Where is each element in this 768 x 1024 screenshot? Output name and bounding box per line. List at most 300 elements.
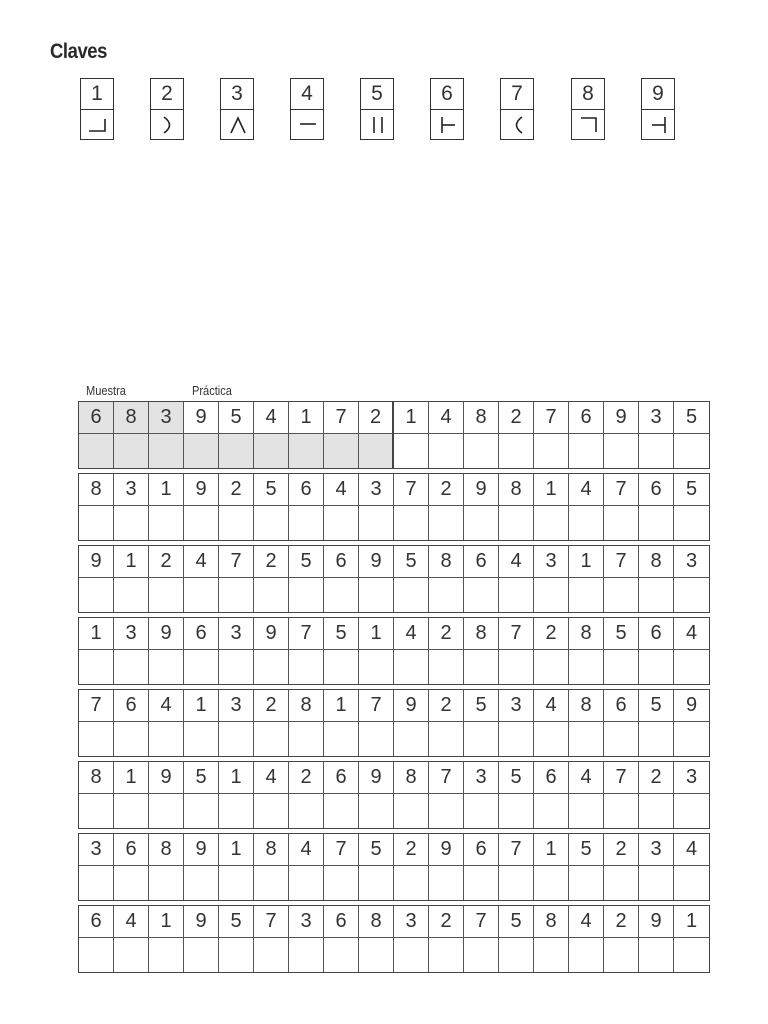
tee-right-icon [431, 110, 465, 140]
answer-cell[interactable] [604, 506, 639, 540]
answer-cell[interactable] [149, 722, 184, 756]
answer-cell[interactable] [79, 722, 114, 756]
answer-cell[interactable] [464, 866, 499, 900]
digit-cell: 2 [604, 906, 639, 938]
answer-cell[interactable] [114, 434, 149, 468]
answer-cell[interactable] [149, 578, 184, 612]
digit-cell: 3 [114, 618, 149, 650]
answer-cell[interactable] [569, 794, 604, 828]
answer-cell[interactable] [254, 506, 289, 540]
digit-cell: 7 [534, 402, 569, 434]
digit-cell: 5 [394, 546, 429, 578]
answer-cell[interactable] [289, 866, 324, 900]
answer-cell[interactable] [289, 722, 324, 756]
answer-cell[interactable] [569, 938, 604, 972]
answer-cell[interactable] [394, 722, 429, 756]
digit-cell: 9 [184, 834, 219, 866]
answer-cell[interactable] [219, 650, 254, 684]
digit-cell: 6 [324, 546, 359, 578]
answer-cell[interactable] [254, 578, 289, 612]
answer-cell[interactable] [114, 866, 149, 900]
digit-cell: 7 [359, 690, 394, 722]
answer-cell[interactable] [114, 794, 149, 828]
answer-cell[interactable] [394, 794, 429, 828]
digit-cell: 4 [254, 762, 289, 794]
digit-cell: 6 [569, 402, 604, 434]
digit-cell: 6 [464, 546, 499, 578]
digit-cell: 5 [639, 690, 674, 722]
digit-cell: 6 [289, 474, 324, 506]
digit-cell: 8 [464, 618, 499, 650]
digit-cell: 9 [184, 402, 219, 434]
digit-cell: 3 [219, 690, 254, 722]
answer-cell[interactable] [324, 938, 359, 972]
digit-cell: 3 [674, 762, 709, 794]
answer-cell[interactable] [219, 722, 254, 756]
answer-cell[interactable] [219, 434, 254, 468]
answer-cell[interactable] [604, 794, 639, 828]
key-digit: 2 [151, 79, 183, 110]
key-item-9 [641, 78, 675, 140]
answer-cell[interactable] [674, 794, 709, 828]
digit-cell: 9 [674, 690, 709, 722]
answer-cell[interactable] [569, 866, 604, 900]
digit-cell: 6 [324, 762, 359, 794]
answer-cell[interactable] [464, 722, 499, 756]
answer-cell[interactable] [254, 866, 289, 900]
grid-row [78, 833, 710, 901]
answer-cell[interactable] [394, 938, 429, 972]
digit-cell: 8 [79, 474, 114, 506]
digit-cell: 3 [464, 762, 499, 794]
answer-cell[interactable] [499, 938, 534, 972]
answer-cell[interactable] [534, 434, 569, 468]
grid-row [78, 401, 710, 469]
digit-cell: 4 [289, 834, 324, 866]
left-paren-icon [501, 110, 535, 140]
answer-cell[interactable] [219, 866, 254, 900]
answer-cell[interactable] [394, 506, 429, 540]
digit-cell: 2 [429, 618, 464, 650]
answer-cell[interactable] [359, 722, 394, 756]
answer-cell[interactable] [114, 506, 149, 540]
answer-cell[interactable] [324, 866, 359, 900]
digit-cell: 1 [219, 762, 254, 794]
grid-row [78, 617, 710, 685]
digit-cell: 3 [149, 402, 184, 434]
digit-cell: 9 [359, 546, 394, 578]
digit-cell: 5 [324, 618, 359, 650]
caret-up-icon [221, 110, 255, 140]
digit-cell: 8 [534, 906, 569, 938]
digit-cell: 4 [674, 618, 709, 650]
key-digit: 3 [221, 79, 253, 110]
digit-cell: 4 [569, 474, 604, 506]
answer-cell[interactable] [289, 794, 324, 828]
answer-cell[interactable] [394, 578, 429, 612]
digit-cell: 6 [639, 618, 674, 650]
digit-cell: 2 [219, 474, 254, 506]
answer-cell[interactable] [79, 506, 114, 540]
key-digit: 9 [642, 79, 674, 110]
answer-cell[interactable] [464, 794, 499, 828]
answer-cell[interactable] [324, 434, 359, 468]
digit-cell: 8 [114, 402, 149, 434]
answer-cell[interactable] [639, 434, 674, 468]
sample-label: Muestra [86, 383, 126, 398]
digit-cell: 7 [289, 618, 324, 650]
digit-cell: 9 [149, 762, 184, 794]
digit-cell: 2 [639, 762, 674, 794]
page-title: Claves [50, 40, 107, 63]
digit-cell: 7 [324, 834, 359, 866]
answer-cell[interactable] [184, 794, 219, 828]
answer-cell[interactable] [359, 434, 394, 468]
answer-cell[interactable] [114, 650, 149, 684]
digit-cell: 9 [184, 474, 219, 506]
digit-cell: 5 [289, 546, 324, 578]
key-item-5 [360, 78, 394, 140]
key-item-2 [150, 78, 184, 140]
answer-cell[interactable] [499, 434, 534, 468]
digit-cell: 6 [114, 690, 149, 722]
answer-cell[interactable] [114, 722, 149, 756]
digit-cell: 5 [184, 762, 219, 794]
answer-cell[interactable] [79, 434, 114, 468]
digit-cell: 6 [534, 762, 569, 794]
answer-cell[interactable] [219, 506, 254, 540]
digit-cell: 6 [114, 834, 149, 866]
answer-cell[interactable] [429, 794, 464, 828]
answer-cell[interactable] [534, 722, 569, 756]
digit-cell: 6 [604, 690, 639, 722]
key-legend [0, 78, 768, 142]
key-digit: 7 [501, 79, 533, 110]
digit-cell: 9 [429, 834, 464, 866]
answer-cell[interactable] [429, 722, 464, 756]
answer-cell[interactable] [639, 578, 674, 612]
digit-cell: 8 [569, 690, 604, 722]
digit-cell: 9 [604, 402, 639, 434]
answer-cell[interactable] [499, 794, 534, 828]
answer-cell[interactable] [569, 722, 604, 756]
digit-cell: 5 [254, 474, 289, 506]
digit-cell: 5 [674, 474, 709, 506]
answer-cell[interactable] [219, 794, 254, 828]
digit-cell: 9 [184, 906, 219, 938]
answer-cell[interactable] [499, 650, 534, 684]
answer-cell[interactable] [674, 650, 709, 684]
answer-cell[interactable] [254, 938, 289, 972]
answer-cell[interactable] [359, 938, 394, 972]
digit-cell: 2 [149, 546, 184, 578]
answer-cell[interactable] [149, 794, 184, 828]
answer-cell[interactable] [184, 506, 219, 540]
digit-cell: 4 [184, 546, 219, 578]
answer-cell[interactable] [394, 434, 429, 468]
digit-cell: 8 [149, 834, 184, 866]
answer-cell[interactable] [464, 506, 499, 540]
answer-cell[interactable] [254, 650, 289, 684]
answer-cell[interactable] [184, 866, 219, 900]
digit-cell: 1 [534, 474, 569, 506]
digit-cell: 9 [79, 546, 114, 578]
answer-cell[interactable] [674, 722, 709, 756]
answer-cell[interactable] [254, 722, 289, 756]
digit-cell: 1 [324, 690, 359, 722]
answer-cell[interactable] [639, 794, 674, 828]
digit-cell: 8 [289, 690, 324, 722]
right-paren-icon [151, 110, 185, 140]
digit-cell: 8 [79, 762, 114, 794]
answer-cell[interactable] [674, 938, 709, 972]
digit-cell: 3 [114, 474, 149, 506]
answer-cell[interactable] [359, 650, 394, 684]
answer-cell[interactable] [289, 506, 324, 540]
digit-cell: 6 [79, 906, 114, 938]
digit-cell: 6 [464, 834, 499, 866]
digit-cell: 9 [254, 618, 289, 650]
digit-cell: 7 [254, 906, 289, 938]
answer-cell[interactable] [429, 650, 464, 684]
answer-cell[interactable] [534, 506, 569, 540]
answer-cell[interactable] [184, 650, 219, 684]
answer-cell[interactable] [114, 938, 149, 972]
answer-cell[interactable] [429, 434, 464, 468]
answer-cell[interactable] [464, 938, 499, 972]
answer-cell[interactable] [184, 434, 219, 468]
answer-cell[interactable] [149, 434, 184, 468]
answer-cell[interactable] [499, 722, 534, 756]
answer-cell[interactable] [289, 434, 324, 468]
digit-cell: 6 [184, 618, 219, 650]
horizontal-bar-icon [291, 110, 325, 140]
tee-left-icon [642, 110, 676, 140]
answer-cell[interactable] [289, 578, 324, 612]
answer-cell[interactable] [79, 794, 114, 828]
digit-cell: 7 [79, 690, 114, 722]
digit-cell: 4 [324, 474, 359, 506]
answer-cell[interactable] [604, 866, 639, 900]
digit-cell: 7 [394, 474, 429, 506]
digit-cell: 2 [254, 546, 289, 578]
digit-cell: 2 [429, 474, 464, 506]
answer-cell[interactable] [499, 506, 534, 540]
answer-cell[interactable] [359, 794, 394, 828]
answer-cell[interactable] [604, 650, 639, 684]
digit-cell: 9 [359, 762, 394, 794]
answer-cell[interactable] [674, 866, 709, 900]
grid-row [78, 545, 710, 613]
answer-cell[interactable] [219, 938, 254, 972]
key-item-4 [290, 78, 324, 140]
digit-cell: 9 [639, 906, 674, 938]
digit-cell: 3 [289, 906, 324, 938]
answer-cell[interactable] [149, 506, 184, 540]
digit-cell: 2 [604, 834, 639, 866]
grid-row [78, 905, 710, 973]
digit-cell: 5 [219, 906, 254, 938]
answer-cell[interactable] [639, 650, 674, 684]
answer-cell[interactable] [359, 578, 394, 612]
answer-cell[interactable] [324, 794, 359, 828]
answer-cell[interactable] [604, 578, 639, 612]
answer-cell[interactable] [534, 866, 569, 900]
digit-cell: 8 [394, 762, 429, 794]
digit-cell: 1 [569, 546, 604, 578]
digit-cell: 4 [429, 402, 464, 434]
answer-cell[interactable] [149, 938, 184, 972]
digit-cell: 5 [569, 834, 604, 866]
digit-cell: 5 [359, 834, 394, 866]
answer-cell[interactable] [324, 506, 359, 540]
answer-cell[interactable] [534, 794, 569, 828]
answer-cell[interactable] [464, 650, 499, 684]
digit-cell: 8 [499, 474, 534, 506]
answer-cell[interactable] [569, 650, 604, 684]
digit-cell: 5 [464, 690, 499, 722]
key-digit: 1 [81, 79, 113, 110]
digit-cell: 7 [429, 762, 464, 794]
digit-cell: 1 [114, 546, 149, 578]
answer-cell[interactable] [499, 578, 534, 612]
answer-cell[interactable] [429, 578, 464, 612]
corner-bottom-right-icon [81, 110, 115, 140]
grid-row [78, 473, 710, 541]
digit-cell: 1 [359, 618, 394, 650]
answer-cell[interactable] [639, 506, 674, 540]
answer-cell[interactable] [639, 938, 674, 972]
digit-cell: 9 [149, 618, 184, 650]
answer-cell[interactable] [569, 506, 604, 540]
digit-cell: 3 [499, 690, 534, 722]
digit-cell: 4 [114, 906, 149, 938]
digit-cell: 4 [149, 690, 184, 722]
answer-cell[interactable] [394, 866, 429, 900]
answer-cell[interactable] [639, 866, 674, 900]
answer-cell[interactable] [289, 938, 324, 972]
answer-cell[interactable] [674, 506, 709, 540]
grid-row [78, 761, 710, 829]
digit-cell: 4 [254, 402, 289, 434]
answer-cell[interactable] [184, 578, 219, 612]
answer-cell[interactable] [604, 938, 639, 972]
answer-cell[interactable] [79, 650, 114, 684]
answer-cell[interactable] [429, 506, 464, 540]
digit-cell: 8 [464, 402, 499, 434]
answer-cell[interactable] [534, 578, 569, 612]
digit-cell: 2 [289, 762, 324, 794]
digit-cell: 5 [219, 402, 254, 434]
digit-cell: 2 [534, 618, 569, 650]
digit-cell: 1 [149, 906, 184, 938]
answer-cell[interactable] [499, 866, 534, 900]
corner-top-right-icon [572, 110, 606, 140]
answer-cell[interactable] [604, 434, 639, 468]
answer-cell[interactable] [219, 578, 254, 612]
key-item-6 [430, 78, 464, 140]
answer-cell[interactable] [534, 650, 569, 684]
answer-cell[interactable] [149, 650, 184, 684]
answer-cell[interactable] [324, 722, 359, 756]
digit-cell: 1 [289, 402, 324, 434]
digit-cell: 2 [359, 402, 394, 434]
digit-cell: 1 [114, 762, 149, 794]
digit-cell: 7 [499, 834, 534, 866]
digit-cell: 3 [639, 834, 674, 866]
digit-cell: 3 [639, 402, 674, 434]
digit-cell: 1 [79, 618, 114, 650]
answer-cell[interactable] [429, 866, 464, 900]
key-digit: 8 [572, 79, 604, 110]
answer-cell[interactable] [149, 866, 184, 900]
answer-cell[interactable] [639, 722, 674, 756]
digit-cell: 8 [429, 546, 464, 578]
answer-cell[interactable] [674, 434, 709, 468]
answer-cell[interactable] [359, 506, 394, 540]
digit-cell: 8 [569, 618, 604, 650]
key-item-1 [80, 78, 114, 140]
answer-cell[interactable] [254, 434, 289, 468]
answer-cell[interactable] [569, 434, 604, 468]
practice-label: Práctica [192, 383, 232, 398]
answer-cell[interactable] [79, 938, 114, 972]
digit-cell: 6 [79, 402, 114, 434]
digit-cell: 4 [534, 690, 569, 722]
digit-cell: 2 [429, 906, 464, 938]
answer-cell[interactable] [429, 938, 464, 972]
digit-cell: 1 [184, 690, 219, 722]
digit-cell: 3 [534, 546, 569, 578]
digit-cell: 4 [569, 762, 604, 794]
answer-cell[interactable] [79, 866, 114, 900]
digit-cell: 5 [604, 618, 639, 650]
answer-cell[interactable] [604, 722, 639, 756]
answer-cell[interactable] [569, 578, 604, 612]
answer-cell[interactable] [464, 434, 499, 468]
answer-cell[interactable] [114, 578, 149, 612]
digit-cell: 6 [639, 474, 674, 506]
digit-cell: 1 [394, 402, 429, 434]
digit-cell: 8 [359, 906, 394, 938]
double-vertical-bar-icon [361, 110, 395, 140]
answer-cell[interactable] [184, 722, 219, 756]
digit-cell: 7 [464, 906, 499, 938]
answer-cell[interactable] [184, 938, 219, 972]
digit-cell: 7 [604, 546, 639, 578]
digit-cell: 3 [359, 474, 394, 506]
answer-cell[interactable] [674, 578, 709, 612]
answer-cell[interactable] [534, 938, 569, 972]
key-digit: 5 [361, 79, 393, 110]
digit-cell: 7 [324, 402, 359, 434]
digit-cell: 8 [254, 834, 289, 866]
key-item-8 [571, 78, 605, 140]
answer-cell[interactable] [254, 794, 289, 828]
digit-cell: 3 [674, 546, 709, 578]
digit-cell: 1 [149, 474, 184, 506]
answer-cell[interactable] [464, 578, 499, 612]
answer-cell[interactable] [359, 866, 394, 900]
answer-cell[interactable] [394, 650, 429, 684]
answer-cell[interactable] [79, 578, 114, 612]
digit-cell: 5 [674, 402, 709, 434]
answer-cell[interactable] [324, 650, 359, 684]
answer-cell[interactable] [324, 578, 359, 612]
answer-cell[interactable] [289, 650, 324, 684]
digit-cell: 7 [499, 618, 534, 650]
key-digit: 6 [431, 79, 463, 110]
